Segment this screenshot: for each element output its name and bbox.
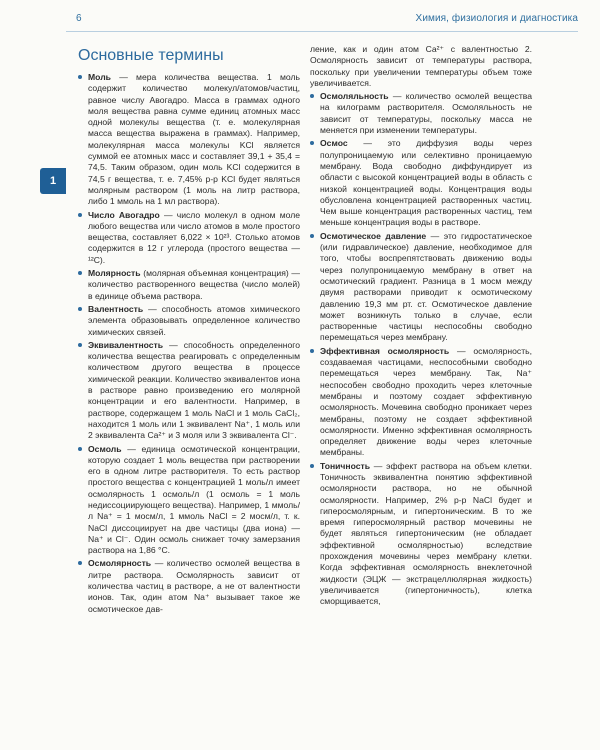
- term-name: Тоничность: [320, 460, 371, 471]
- term-name: Осмотическое давление: [320, 230, 427, 241]
- bullet-icon: [78, 75, 82, 79]
- bullet-icon: [78, 343, 82, 347]
- glossary-entry: [310, 138, 532, 228]
- glossary-entry: [78, 340, 300, 442]
- bullet-icon: [78, 447, 82, 451]
- glossary-entry: [78, 304, 300, 338]
- glossary-entry: [310, 91, 532, 136]
- term-definition: — количество осмолей вещества на килограмм растворителя. Осмоляльность не зависит от температуры, поскольку масса не меняется при изменении температуры.: [320, 91, 532, 136]
- term-definition: — это гидростатическое (или гидравлическое) давление, необходимое для того, чтобы воспрепятствовать движению воды через полупроницаемую мембрану в ответ на осмотический градиент. Разница в 1 мосм между двумя растворами приводит к осмотическому давлению 19,3 мм рт. ст. Осмотическое давление может возникнуть только в случае, если растворенные частицы неспособны свободно перемещаться через мембрану.: [320, 230, 533, 343]
- term-definition: — эффект раствора на объем клетки. Тоничность эквивалентна понятию эффективной осмолярности раствора, но не обычной осмолярности. Например, 2% р-р NaCl будет и гиперосмолярным, и гипертоническим. В то же время гиперосмолярный раствор мочевины не будет являться гипертоническим (не обладает эффективной осмолярностью) вследствие прохождения мочевины через мембрану клетки. Когда эффективная осмолярность внеклеточной жидкости (ЭЦЖ — экстрацеллюлярная жидкость) увеличивается (гипертоничность), клетка сморщивается,: [320, 460, 532, 607]
- term-definition: — осмолярность, создаваемая частицами, неспособными свободно перемещаться через мембрану. Так, Na⁺ неспособен свободно проходить через клеточные мембраны и поэтому создает эффективную осмолярность. Мочевина свободно проникает через мембраны, поэтому не создает эффективной осмолярности. Именно эффективная осмолярность определяет движение воды через клеточные мембраны.: [320, 345, 532, 458]
- glossary-entry: [310, 231, 532, 344]
- term-definition: — способность определенного количества вещества реагировать с определенным количеством другого вещества в процессе химической реакции. Количество эквивалентов иона в растворе равно произведению его молярной концентрации и его валентности. Например, в растворе, содержащем 1 моль NaCl и 1 моль CaCl₂, находится 1 моль или 1 эквивалент Na⁺, 1 моль или 2 эквивалента Ca²⁺ и 3 моля или 3 эквивалента Cl⁻.: [88, 339, 300, 441]
- term-definition: — это диффузия воды через полупроницаемую или селективно проницаемую мембрану. Вода свободно диффундирует из области с высокой концентрацией воды в область с низкой концентрацией воды. Концентрация воды обусловлена концентрацией растворенных частиц. Чем выше концентрация растворенных частиц, тем меньше концентрация воды в растворе.: [320, 138, 532, 228]
- term-definition: — число молекул в одном моле любого вещества или число атомов в моле простого вещества, составляет 6,022 × 10²³. Столько атомов содержится в 12 г углерода (простого вещества — ¹²C).: [88, 209, 300, 265]
- bullet-icon: [310, 464, 314, 468]
- glossary-entry: [310, 461, 532, 608]
- term-name: Осмоль: [88, 443, 122, 454]
- bullet-icon: [310, 349, 314, 353]
- chapter-tab: 1: [40, 168, 66, 194]
- glossary-entry: [78, 72, 300, 208]
- term-definition: — единица осмотической концентрации, которую создает 1 моль вещества при растворении его в одном литре растворителя. То есть раствор простого вещества с концентрацией 1 моль/л имеет осмолярность 1 осмоль/л (1 осмоль = 1 моль недиссоциирующего вещества). Например, 1 ммоль/л Na⁺ = 1 мосм/л, 1 ммоль NaCl = 2 мосм/л, т. к. NaCl диссоциирует на две частицы (два иона) — Na⁺ и Cl⁻. Один осмоль снижает точку замерзания раствора на 1,86 °C.: [88, 443, 300, 556]
- bullet-icon: [78, 271, 82, 275]
- term-definition: (молярная объемная концентрация) — количество растворенного вещества (число молей) в единице объема раствора.: [88, 268, 300, 301]
- term-name: Осмоляльность: [320, 91, 389, 102]
- bullet-icon: [78, 213, 82, 217]
- term-name: Молярность: [88, 268, 141, 279]
- left-column: [78, 72, 300, 617]
- running-head: Химия, физиология и диагностика: [415, 13, 578, 24]
- bullet-icon: [310, 234, 314, 238]
- glossary-entry: [78, 268, 300, 302]
- right-column: [310, 44, 532, 610]
- header-rule: [66, 31, 578, 32]
- term-definition: — способность атомов химического элемента образовывать определенное количество химических связей.: [88, 303, 300, 337]
- bullet-icon: [310, 141, 314, 145]
- term-name: Число Авогадро: [88, 209, 160, 220]
- page-number: 6: [76, 13, 82, 24]
- glossary-entry: [78, 444, 300, 557]
- bullet-icon: [310, 94, 314, 98]
- glossary-entry: [78, 210, 300, 266]
- section-title: Основные термины: [78, 47, 224, 64]
- term-name: Моль: [88, 72, 111, 82]
- continuation-text: ление, как и один атом Ca²⁺ с валентностью 2. Осмолярность зависит от температуры раствора, поскольку при увеличении температуры объем тоже увеличивается.: [310, 44, 532, 88]
- term-name: Осмос: [320, 138, 348, 149]
- term-name: Эффективная осмолярность: [320, 345, 450, 356]
- term-name: Осмолярность: [88, 558, 152, 569]
- bullet-icon: [78, 307, 82, 311]
- term-name: Валентность: [88, 303, 144, 314]
- glossary-entry: [310, 346, 532, 459]
- term-name: Эквивалентность: [88, 339, 164, 350]
- bullet-icon: [78, 561, 82, 565]
- term-definition: — мера количества вещества. 1 моль содержит количество молекул/атомов/частиц, равное числу Авогадро. Масса в граммах одного моля вещества равна сумме единиц атомных масс одной молекулы вещества (т. е. молекулярная масса вещества выражена в граммах). Например, молекулярная масса молекулы KCl является суммой ее атомных масс и составляет 39,1 + 35,4 = 74,5. Таким образом, один моль KCl содержится в 74,5 г вещества, т. е. 7,45% р-р KCl будет являться молярным раствором (1 моль на литр раствора, либо 1 ммоль на 1 мл раствора).: [88, 72, 300, 207]
- glossary-entry: [78, 558, 300, 614]
- term-definition: — количество осмолей вещества в литре раствора. Осмолярность зависит от количества частиц в растворе, а не от валентности ионов. Так, один атом Na⁺ вызывает такое же осмотическое дав-: [88, 558, 300, 614]
